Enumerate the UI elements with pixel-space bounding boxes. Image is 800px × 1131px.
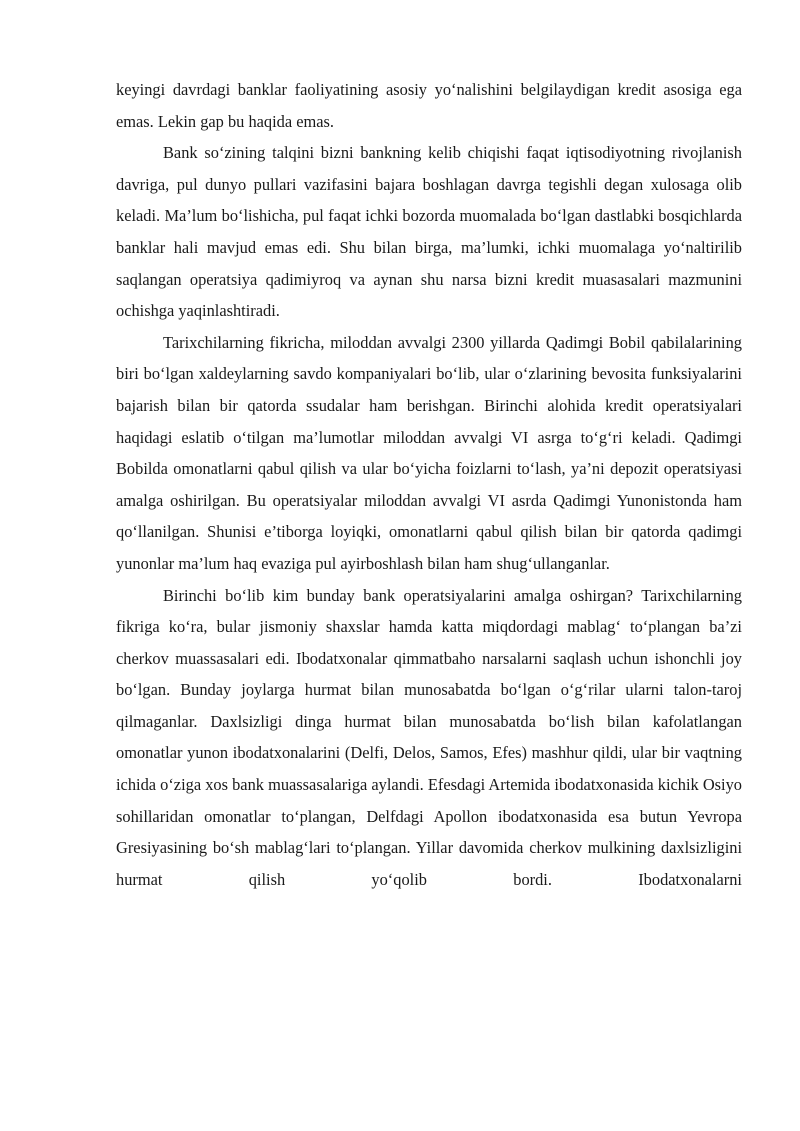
paragraph-2: Bank so‘zining talqini bizni bankning kelib chiqishi faqat iqtisodiyotning rivojlanish davriga, pul dunyo pullari vazifasini bajara boshlagan davrga tegishli degan xulosaga olib keladi. Ma’lum bo‘lishicha, pul faqat ichki bozorda muomalada bo‘lgan dastlabki bosqichlarda banklar hali mavjud emas edi. Shu bilan birga, ma’lumki, ichki muomalaga yo‘naltirilib saqlangan operatsiya qadimiyroq va aynan shu narsa bizni kredit muasasalari mazmunini ochishga yaqinlashtiradi. [116,143,742,321]
document-page [116,74,742,895]
paragraph-3: Tarixchilarning fikricha, miloddan avvalgi 2300 yillarda Qadimgi Bobil qabilalarining biri bo‘lgan xaldeylarning savdo kompaniyalari bo‘lib, ular o‘zlarining bevosita funksiyalarini bajarish bilan bir qatorda ssudalar ham berishgan. Birinchi alohida kredit operatsiyalari haqidagi eslatib o‘tilgan ma’lumotlar miloddan avvalgi VI asrga to‘g‘ri keladi. Qadimgi Bobilda omonatlarni qabul qilish va ular bo‘yicha foizlarni to‘lash, ya’ni depozit operatsiyasi amalga oshirilgan. Bu operatsiyalar miloddan avvalgi VI asrda Qadimgi Yunonistonda ham qo‘llanilgan. Shunisi e’tiborga loyiqki, omonatlarni qabul qilish bilan bir qatorda qadimgi yunonlar ma’lum haq evaziga pul ayirboshlash bilan ham shug‘ullanganlar. [116,332,742,573]
paragraph-4: Birinchi bo‘lib kim bunday bank operatsiyalarini amalga oshirgan? Tarixchilarning fikriga ko‘ra, bular jismoniy shaxslar hamda katta miqdordagi mablag‘ to‘plangan ba’zi cherkov muassasalari edi. Ibodatxonalar qimmatbaho narsalarni saqlash uchun ishonchli joy bo‘lgan. Bunday joylarga hurmat bilan munosabatda bo‘lgan o‘g‘rilar ularni talon-taroj qilmaganlar. Daxlsizligi dinga hurmat bilan munosabatda bo‘lish bilan kafolatlangan omonatlar yunon ibodatxonalarini (Delfi, Delos, Samos, Efes) mashhur qildi, ular bir vaqtning ichida o‘ziga xos bank muassasalariga aylandi. Efesdagi Artemida ibodatxonasida kichik Osiyo sohillaridan omonatlar to‘plangan, Delfdagi Apollon ibodatxonasida esa butun Yevropa Gresiyasining bo‘sh mablag‘lari to‘plangan. Yillar davomida cherkov mulkining daxlsizligini hurmat qilish yo‘qolib bordi. Ibodatxonalarni [116,585,742,889]
paragraph-1: keyingi davrdagi banklar faoliyatining asosiy yo‘nalishini belgilaydigan kredit asosiga ega emas. Lekin gap bu haqida emas. [116,80,742,131]
